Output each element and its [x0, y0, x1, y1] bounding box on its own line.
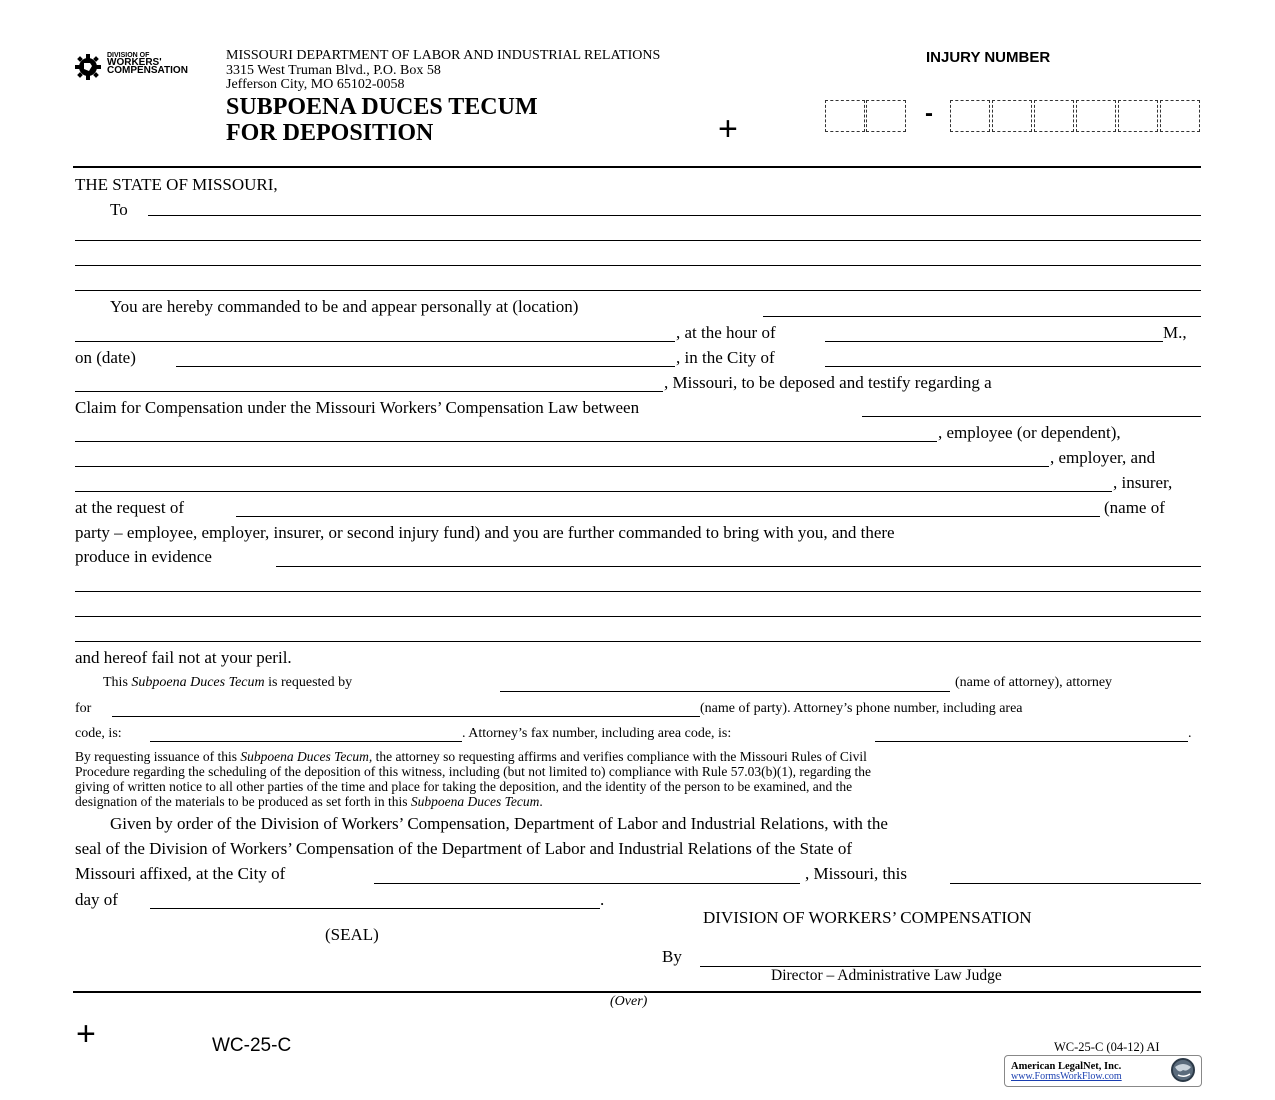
commanded-text: You are hereby commanded to be and appear personally at (location): [110, 297, 579, 316]
to-label: To: [110, 200, 128, 219]
employer-field[interactable]: [75, 466, 1049, 467]
location-field-line-2[interactable]: [75, 341, 675, 342]
given-text-1: Given by order of the Division of Workers’ Compensation, Department of Labor and Industrial Relations, with the: [110, 814, 888, 833]
by-label: By: [662, 947, 682, 966]
day-of-period: .: [600, 890, 605, 909]
location-field[interactable]: [763, 316, 1201, 317]
phone-label: (name of party). Attorney’s phone number, including area: [700, 701, 1023, 716]
employee-label: , employee (or dependent),: [938, 423, 1121, 442]
agency-name: MISSOURI DEPARTMENT OF LABOR AND INDUSTRIAL RELATIONS: [226, 48, 661, 63]
injury-digit-box[interactable]: [950, 100, 990, 132]
given-text-2: seal of the Division of Workers’ Compensation of the Department of Labor and Industrial Relations of the State of: [75, 839, 852, 858]
attorney-fax-field[interactable]: [875, 741, 1188, 742]
given-text-3: Missouri affixed, at the City of: [75, 864, 286, 883]
vendor-badge[interactable]: [1004, 1055, 1202, 1087]
logo-line-1: DIVISION OF: [107, 52, 150, 59]
employer-label: , employer, and: [1050, 448, 1156, 467]
request-label: at the request of: [75, 498, 185, 517]
name-attorney-label: (name of attorney), attorney: [955, 675, 1113, 690]
logo-line-2: WORKERS': [107, 57, 162, 68]
evidence-field-line-2[interactable]: [75, 591, 1201, 592]
name-of-label: (name of: [1104, 498, 1165, 517]
vendor-name: American LegalNet, Inc.: [1011, 1061, 1122, 1072]
agency-address-1: 3315 West Truman Blvd., P.O. Box 58: [226, 63, 441, 78]
form-code: WC-25-C: [212, 1035, 292, 1056]
form-title-1: SUBPOENA DUCES TECUM: [226, 94, 538, 120]
injury-digit-box[interactable]: [1160, 100, 1200, 132]
attorney-phone-field[interactable]: [150, 741, 462, 742]
attorney-name-field[interactable]: [500, 691, 950, 692]
injury-dash: -: [925, 100, 933, 127]
month-year-field[interactable]: [150, 908, 600, 909]
vendor-link[interactable]: www.FormsWorkFlow.com: [1011, 1071, 1122, 1082]
city-label: , in the City of: [676, 348, 775, 367]
code-is-label: code, is:: [75, 726, 122, 741]
state-heading: THE STATE OF MISSOURI,: [75, 175, 278, 194]
evidence-field-line-4[interactable]: [75, 641, 1201, 642]
fax-label: . Attorney’s fax number, including area code, is:: [462, 726, 732, 741]
injury-digit-box[interactable]: [825, 100, 865, 132]
hour-field[interactable]: [825, 341, 1163, 342]
evidence-field-line-3[interactable]: [75, 616, 1201, 617]
agency-address-2: Jefferson City, MO 65102-0058: [226, 77, 405, 92]
insurer-label: , insurer,: [1113, 473, 1173, 492]
city-field-line-2[interactable]: [75, 391, 663, 392]
deposed-text: , Missouri, to be deposed and testify regarding a: [664, 373, 992, 392]
registration-mark-bottom: +: [76, 1015, 96, 1053]
day-of-label: day of: [75, 890, 118, 909]
injury-digit-box[interactable]: [992, 100, 1032, 132]
meridiem-label: M.,: [1163, 323, 1187, 342]
fax-period: .: [1188, 726, 1192, 741]
logo-line-3: COMPENSATION: [107, 65, 188, 76]
city-field[interactable]: [825, 366, 1201, 367]
requesting-party-field[interactable]: [236, 516, 1100, 517]
footer-divider: [73, 991, 1201, 993]
injury-digit-box[interactable]: [1118, 100, 1158, 132]
date-field[interactable]: [176, 366, 675, 367]
party-name-field[interactable]: [112, 716, 700, 717]
injury-number-label: INJURY NUMBER: [926, 49, 1051, 66]
gear-icon: [75, 54, 101, 80]
affixed-city-field[interactable]: [374, 883, 800, 884]
party-text: party – employee, employer, insurer, or second injury fund) and you are further commanded to bring with you, and there: [75, 523, 895, 542]
employee-field[interactable]: [75, 441, 937, 442]
injury-digit-box[interactable]: [866, 100, 906, 132]
evidence-field[interactable]: [276, 566, 1201, 567]
claim-text: Claim for Compensation under the Missouri Workers’ Compensation Law between: [75, 398, 640, 417]
registration-mark-top: +: [718, 110, 738, 148]
injury-digit-box[interactable]: [1076, 100, 1116, 132]
requested-by-text: This Subpoena Duces Tecum is requested by: [103, 675, 353, 690]
over-label: (Over): [610, 994, 648, 1009]
between-field[interactable]: [862, 416, 1201, 417]
produce-label: produce in evidence: [75, 547, 212, 566]
fail-not-text: and hereof fail not at your peril.: [75, 648, 292, 667]
insurer-field[interactable]: [75, 491, 1112, 492]
form-revision: WC-25-C (04-12) AI: [1054, 1040, 1160, 1054]
globe-icon: [1169, 1057, 1197, 1083]
to-field-line-2[interactable]: [75, 240, 1201, 241]
injury-digit-box[interactable]: [1034, 100, 1074, 132]
header-divider: [73, 166, 1201, 168]
to-field[interactable]: [148, 215, 1201, 216]
signatory-title: Director – Administrative Law Judge: [771, 967, 1002, 984]
missouri-this-label: , Missouri, this: [805, 864, 908, 883]
hour-label: , at the hour of: [676, 323, 776, 342]
affirmation-paragraph: By requesting issuance of this Subpoena Duces Tecum, the attorney so requesting affirms and verifies compliance with the Missouri Rules of Civil Procedure regarding the scheduling of the deposition of this witness, including (but not limited to) compliance with Rule 57.03(b)(1), regarding the giving of written notice to all other parties of the time and place for taking the deposition, and the identity of the person to be examined, and the designation of the materials to be produced as set forth in this Subpoena Duces Tecum.: [75, 749, 871, 809]
seal-label: (SEAL): [325, 925, 379, 944]
division-heading: DIVISION OF WORKERS’ COMPENSATION: [703, 908, 1032, 927]
to-field-line-3[interactable]: [75, 265, 1201, 266]
for-label: for: [75, 701, 92, 716]
to-field-line-4[interactable]: [75, 290, 1201, 291]
form-title-2: FOR DEPOSITION: [226, 120, 434, 146]
day-number-field[interactable]: [950, 883, 1201, 884]
date-label: on (date): [75, 348, 136, 367]
